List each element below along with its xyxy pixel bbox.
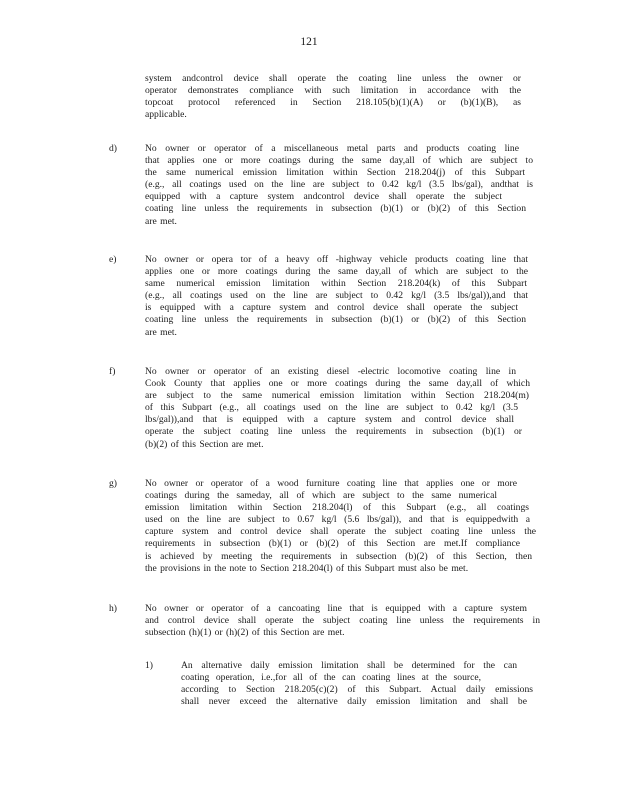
text-line: equipped with a capture system andcontrol device shall operate the subject xyxy=(145,191,502,203)
text-line: An alternative daily emission limitation shall be determined for the can xyxy=(181,660,517,671)
text-line: coating line unless the requirements in subsection (b)(1) or (b)(2) of this Section xyxy=(145,314,526,326)
text-line: emission limitation within Section 218.204(l) of this Subpart (e.g., all coatings xyxy=(145,502,529,514)
text-line: No owner or opera tor of a heavy off -highway vehicle products coating line that xyxy=(145,254,528,265)
subsection-g-paragraph xyxy=(145,478,536,575)
item-1-paragraph xyxy=(181,660,533,708)
text-line: are met. xyxy=(145,215,177,227)
text-line: (b)(2) of this Section are met. xyxy=(145,438,264,450)
text-line: No owner or operator of a cancoating line that is equipped with a capture system xyxy=(145,603,527,614)
text-line: according to Section 218.205(c)(2) of this Subpart. Actual daily emissions xyxy=(181,684,533,696)
text-line: shall never exceed the alternative daily emission limitation and shall be xyxy=(181,696,527,708)
text-line: the same numerical emission limitation within Section 218.204(j) of this Subpart xyxy=(145,167,525,179)
text-line: Cook County that applies one or more coatings during the same day,all of which xyxy=(145,378,530,390)
subsection-label-d: d) xyxy=(109,143,117,154)
text-line: coating operation, i.e.,for all of the can coating lines at the source, xyxy=(181,672,481,684)
text-line: are met. xyxy=(145,326,177,338)
text-line: coating line unless the requirements in subsection (b)(1) or (b)(2) of this Section xyxy=(145,203,526,215)
item-label-1: 1) xyxy=(145,660,153,671)
text-line: used on the line are subject to 0.67 kg/l (5.6 lbs/gal)), and that is equippedwith a xyxy=(145,514,530,526)
text-line: requirements in subsection (b)(1) or (b)(2) of this Section are met.If compliance xyxy=(145,538,520,550)
text-line: (e.g., all coatings used on the line are subject to 0.42 kg/l (3.5 lbs/gal), andthat is xyxy=(145,179,533,191)
subsection-label-g: g) xyxy=(109,478,117,489)
text-line: is achieved by meeting the requirements in subsection (b)(2) of this Section, then xyxy=(145,550,532,562)
text-line: topcoat protocol referenced in Section 218.105(b)(1)(A) or (b)(1)(B), as xyxy=(145,97,521,109)
subsection-label-e: e) xyxy=(109,254,117,265)
text-line: No owner or operator of a wood furniture coating line that applies one or more xyxy=(145,478,517,489)
subsection-label-f: f) xyxy=(109,366,116,377)
text-line: operator demonstrates compliance with such limitation in accordance with the xyxy=(145,85,521,97)
text-line: No owner or operator of a miscellaneous metal parts and products coating line xyxy=(145,143,519,154)
text-line: subsection (h)(1) or (h)(2) of this Section are met. xyxy=(145,627,345,639)
text-line: applicable. xyxy=(145,109,187,121)
text-line: (e.g., all coatings used on the line are subject to 0.42 kg/l (3.5 lbs/gal)),and that xyxy=(145,290,528,302)
text-line: coatings during the sameday, all of which are subject to the same numerical xyxy=(145,490,497,502)
text-line: and control device shall operate the subject coating line unless the requirements in xyxy=(145,615,540,627)
text-line: operate the subject coating line unless the requirements in subsection (b)(1) or xyxy=(145,426,522,438)
text-line: capture system and control device shall operate the subject coating line unless the xyxy=(145,526,536,538)
subsection-h-paragraph xyxy=(145,603,540,639)
text-line: that applies one or more coatings during the same day,all of which are subject to xyxy=(145,155,533,167)
subsection-d-paragraph xyxy=(145,143,533,228)
text-line: same numerical emission limitation within Section 218.204(k) of this Subpart xyxy=(145,278,527,290)
text-line: is equipped with a capture system and control device shall operate the subject xyxy=(145,302,518,314)
subsection-f-paragraph xyxy=(145,366,530,451)
subsection-e-paragraph xyxy=(145,254,528,339)
page-number: 121 xyxy=(300,36,318,48)
text-line: applies one or more coatings during the same day,all of which are subject to the xyxy=(145,266,528,278)
subsection-label-h: h) xyxy=(109,603,117,614)
text-line: system andcontrol device shall operate the coating line unless the owner or xyxy=(145,73,521,84)
text-line: of this Subpart (e.g., all coatings used on the line are subject to 0.42 kg/l (3.5 xyxy=(145,402,518,414)
text-line: lbs/gal)),and that is equipped with a capture system and control device shall xyxy=(145,414,514,426)
text-line: the provisions in the note to Section 218.204(l) of this Subpart must also be met. xyxy=(145,562,469,574)
text-line: No owner or operator of an existing diesel -electric locomotive coating line in xyxy=(145,366,516,377)
text-line: are subject to the same numerical emission limitation within Section 218.204(m) xyxy=(145,390,529,402)
continuation-paragraph xyxy=(145,73,521,121)
